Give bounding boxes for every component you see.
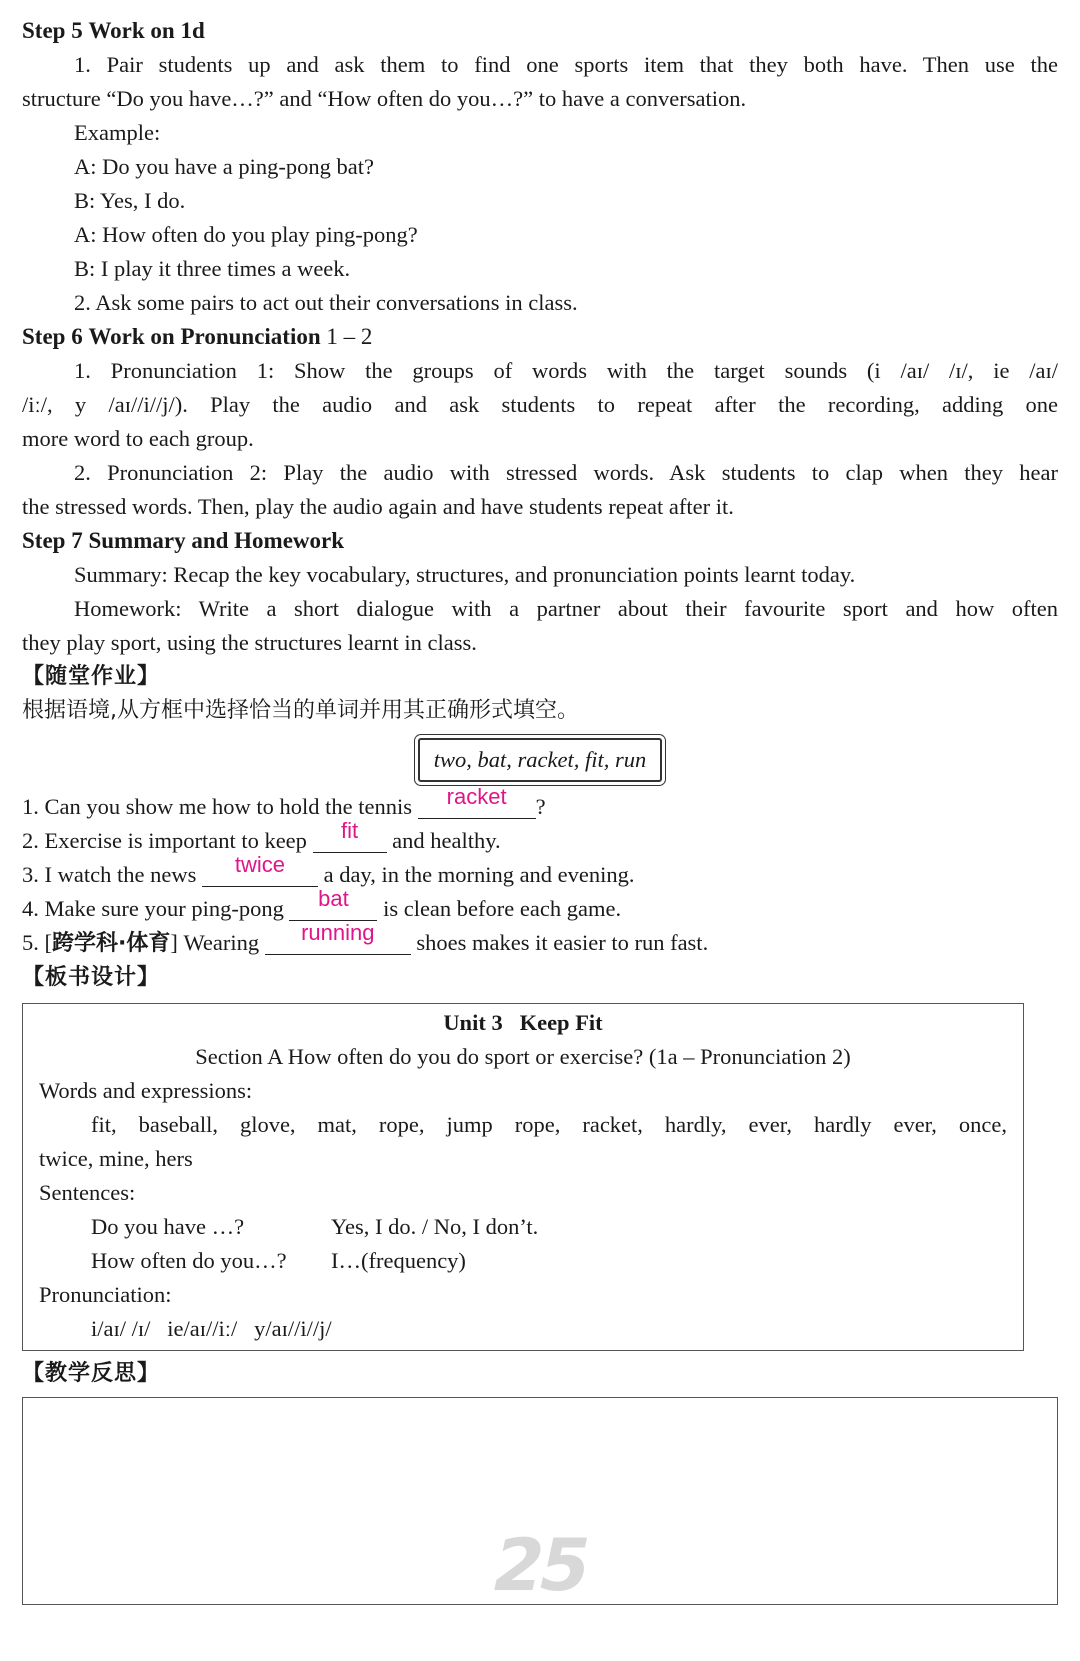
answer-text: bat: [318, 886, 349, 911]
exercise-item-4: 4. Make sure your ping-pong bat is clean before each game.: [22, 886, 622, 921]
page-content: [22, 14, 1058, 1605]
step5-para2: 2. Ask some pairs to act out their conversations in class.: [74, 290, 578, 315]
answer-text: fit: [340, 818, 359, 843]
step6-p2-line2: the stressed words. Then, play the audio again and have students repeat after it.: [22, 494, 734, 519]
dialogue-line: B: Yes, I do.: [74, 188, 186, 213]
answer-blank: [265, 920, 411, 955]
answer-text: running: [301, 920, 375, 945]
cross-subject-tag: 跨学科·体育: [52, 931, 171, 956]
board-sentence-2: How often do you…? I…(frequency): [91, 1248, 466, 1273]
step6-p1-line2: /iː/, y /aɪ//i//j/). Play the audio and ask students to repeat after the recording, adding one: [22, 392, 1058, 417]
step7-homework-line2: they play sport, using the structures learnt in class.: [22, 630, 477, 655]
homework-heading: 【随堂作业】: [22, 664, 161, 689]
reflection-heading: 【教学反思】: [22, 1361, 161, 1386]
step5-para1-line1: 1. Pair students up and ask them to find one sports item that they both have. Then use the: [74, 52, 1058, 77]
exercise-item-1: 1. Can you show me how to hold the tennis racket ?: [22, 784, 546, 819]
board-words-label: Words and expressions:: [39, 1078, 253, 1103]
answer-blank: [418, 784, 536, 819]
exercise-item-2: 2. Exercise is important to keep fit and healthy.: [22, 818, 501, 853]
board-words-line2: twice, mine, hers: [39, 1146, 193, 1171]
answer-text: racket: [446, 784, 507, 809]
word-box: two, bat, racket, fit, run: [418, 738, 663, 782]
homework-instruction: 根据语境,从方框中选择恰当的单词并用其正确形式填空。: [22, 698, 579, 723]
step5-heading: Step 5 Work on 1d: [22, 18, 205, 43]
step7-homework-line1: Homework: Write a short dialogue with a partner about their favourite sport and how often: [74, 596, 1058, 621]
step7-summary: Summary: Recap the key vocabulary, structures, and pronunciation points learnt today.: [74, 562, 856, 587]
step6-p1-line3: more word to each group.: [22, 426, 254, 451]
answer-blank: [313, 818, 387, 853]
exercise-item-5: 5. [跨学科·体育] Wearing running shoes makes it easier to run fast.: [22, 920, 709, 956]
board-pron: i/aɪ/ /ɪ/ ie/aɪ//iː/ y/aɪ//i//j/: [91, 1316, 332, 1341]
dialogue-line: A: Do you have a ping-pong bat?: [74, 154, 374, 179]
board-sentences-label: Sentences:: [39, 1180, 136, 1205]
reflection-box[interactable]: [22, 1397, 1058, 1605]
dialogue-line: A: How often do you play ping-pong?: [74, 222, 418, 247]
board-subtitle: Section A How often do you do sport or exercise? (1a – Pronunciation 2): [195, 1044, 851, 1069]
page-number: 25: [484, 1523, 596, 1607]
dialogue-line: B: I play it three times a week.: [74, 256, 351, 281]
answer-blank: [289, 886, 377, 921]
board-box: [22, 1003, 1024, 1351]
step6-heading: Step 6 Work on Pronunciation 1 – 2: [22, 324, 373, 349]
exercise-item-3: 3. I watch the news twice a day, in the morning and evening.: [22, 852, 635, 887]
answer-text: twice: [234, 852, 286, 877]
board-heading: 【板书设计】: [22, 965, 161, 990]
board-unit-title: Unit 3 Keep Fit: [443, 1010, 603, 1035]
example-label: Example:: [74, 120, 161, 145]
step7-heading: Step 7 Summary and Homework: [22, 528, 345, 553]
word-box-wrap: [22, 738, 1058, 782]
board-pron-label: Pronunciation:: [39, 1282, 172, 1307]
board-words-line1: fit, baseball, glove, mat, rope, jump rope, racket, hardly, ever, hardly ever, once,: [91, 1112, 1007, 1137]
answer-blank: [202, 852, 318, 887]
board-sentence-1: Do you have …? Yes, I do. / No, I don’t.: [91, 1214, 539, 1239]
step5-para1-line2: structure “Do you have…?” and “How often do you…?” to have a conversation.: [22, 86, 747, 111]
step6-p2-line1: 2. Pronunciation 2: Play the audio with stressed words. Ask students to clap when they hear: [74, 460, 1058, 485]
step6-p1-line1: 1. Pronunciation 1: Show the groups of words with the target sounds (i /aɪ/ /ɪ/, ie /aɪ/: [74, 358, 1058, 383]
